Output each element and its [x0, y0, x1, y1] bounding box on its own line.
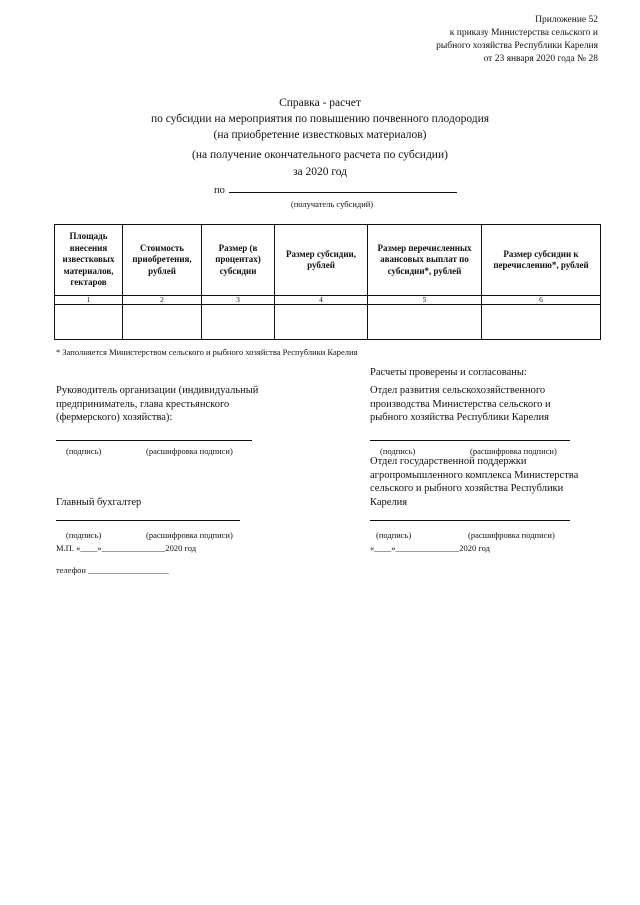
- title-line-5: за 2020 год: [292, 166, 348, 178]
- header-area: Площадь внесения известковых материалов, гектаров: [55, 225, 123, 296]
- header-cost: Стоимость приобретения, рублей: [123, 225, 202, 296]
- accountant-sign-label: (подпись): [66, 530, 102, 540]
- head-sign-label: (подпись): [66, 446, 102, 456]
- subsidy-table: [54, 224, 601, 340]
- title-line-4: (на получение окончательного расчета по субсидии): [192, 149, 448, 161]
- recipient-prefix: по: [214, 185, 225, 196]
- recipient-line: [214, 182, 457, 196]
- dept2-line-1: Отдел государственной поддержки: [370, 456, 527, 467]
- dept2-line-4: Карелия: [370, 496, 408, 508]
- dept1-sign-label: (подпись): [380, 446, 416, 456]
- table-cell[interactable]: [202, 305, 275, 340]
- header-advance: Размер перечисленных авансовых выплат по субсидии*, рублей: [368, 225, 482, 296]
- checked-heading: Расчеты проверены и согласованы:: [370, 367, 527, 378]
- dept1-line-1: Отдел развития сельскохозяйственного: [370, 385, 546, 396]
- left-date-line[interactable]: М.П. «____»_______________2020 год: [56, 543, 197, 553]
- col-number: 5: [368, 296, 482, 305]
- dept2-line-3: сельского и рыбного хозяйства Республики: [370, 483, 564, 494]
- phone-line[interactable]: телефон ___________________: [56, 565, 169, 575]
- col-number: 6: [482, 296, 601, 305]
- dept2-block: [370, 455, 578, 509]
- recipient-field[interactable]: [229, 182, 457, 193]
- dept2-decode-label: (расшифровка подписи): [468, 530, 555, 540]
- dept1-line-2: производства Министерства сельского и: [370, 398, 551, 410]
- dept1-signature-line[interactable]: [370, 440, 570, 441]
- dept1-block: [370, 384, 551, 425]
- head-signatory: [56, 384, 258, 425]
- header-subsidy: Размер субсидии, рублей: [275, 225, 368, 296]
- accountant-decode-label: (расшифровка подписи): [146, 530, 233, 540]
- footnote: * Заполняется Министерством сельского и рыбного хозяйства Республики Карелия: [56, 347, 358, 357]
- table-cell[interactable]: [55, 305, 123, 340]
- dept2-signature-line[interactable]: [370, 520, 570, 521]
- col-number: 2: [123, 296, 202, 305]
- col-number: 3: [202, 296, 275, 305]
- head-line-1: Руководитель организации (индивидуальный: [56, 385, 259, 396]
- table-cell[interactable]: [123, 305, 202, 340]
- head-line-2: предприниматель, глава крестьянского: [56, 398, 230, 410]
- header-transfer: Размер субсидии к перечислению*, рублей: [482, 225, 601, 296]
- dept1-decode-label: (расшифровка подписи): [470, 446, 557, 456]
- accountant-signature-line[interactable]: [56, 520, 240, 521]
- table-row: [55, 305, 601, 340]
- dept2-sign-label: (подпись): [376, 530, 412, 540]
- table-header-row: [55, 225, 601, 296]
- col-number: 4: [275, 296, 368, 305]
- accountant-label: Главный бухгалтер: [56, 497, 142, 508]
- right-date-line[interactable]: «____»_______________2020 год: [370, 543, 490, 553]
- header-percent: Размер (в процентах) субсидии: [202, 225, 275, 296]
- col-number: 1: [55, 296, 123, 305]
- table-number-row: [55, 296, 601, 305]
- dept2-line-2: агропромышленного комплекса Министерства: [370, 469, 579, 481]
- appendix-block: [436, 14, 598, 66]
- title-line-2: по субсидии на мероприятия по повышению почвенного плодородия: [150, 113, 490, 125]
- title-line-1: Справка - расчет: [279, 97, 361, 109]
- recipient-caption: (получатель субсидий): [290, 199, 374, 209]
- head-decode-label: (расшифровка подписи): [146, 446, 233, 456]
- appendix-line-4: от 23 января 2020 года № 28: [483, 54, 598, 64]
- dept1-line-3: рыбного хозяйства Республики Карелия: [370, 412, 549, 423]
- head-signature-line[interactable]: [56, 440, 252, 441]
- table-cell[interactable]: [368, 305, 482, 340]
- appendix-line-1: Приложение 52: [535, 15, 598, 25]
- appendix-line-2: к приказу Министерства сельского и: [449, 28, 598, 38]
- table-cell[interactable]: [275, 305, 368, 340]
- head-line-3: (фермерского) хозяйства):: [56, 412, 173, 423]
- appendix-line-3: рыбного хозяйства Республики Карелия: [436, 41, 598, 51]
- title-line-3: (на приобретение известковых материалов): [213, 129, 427, 141]
- table-cell[interactable]: [482, 305, 601, 340]
